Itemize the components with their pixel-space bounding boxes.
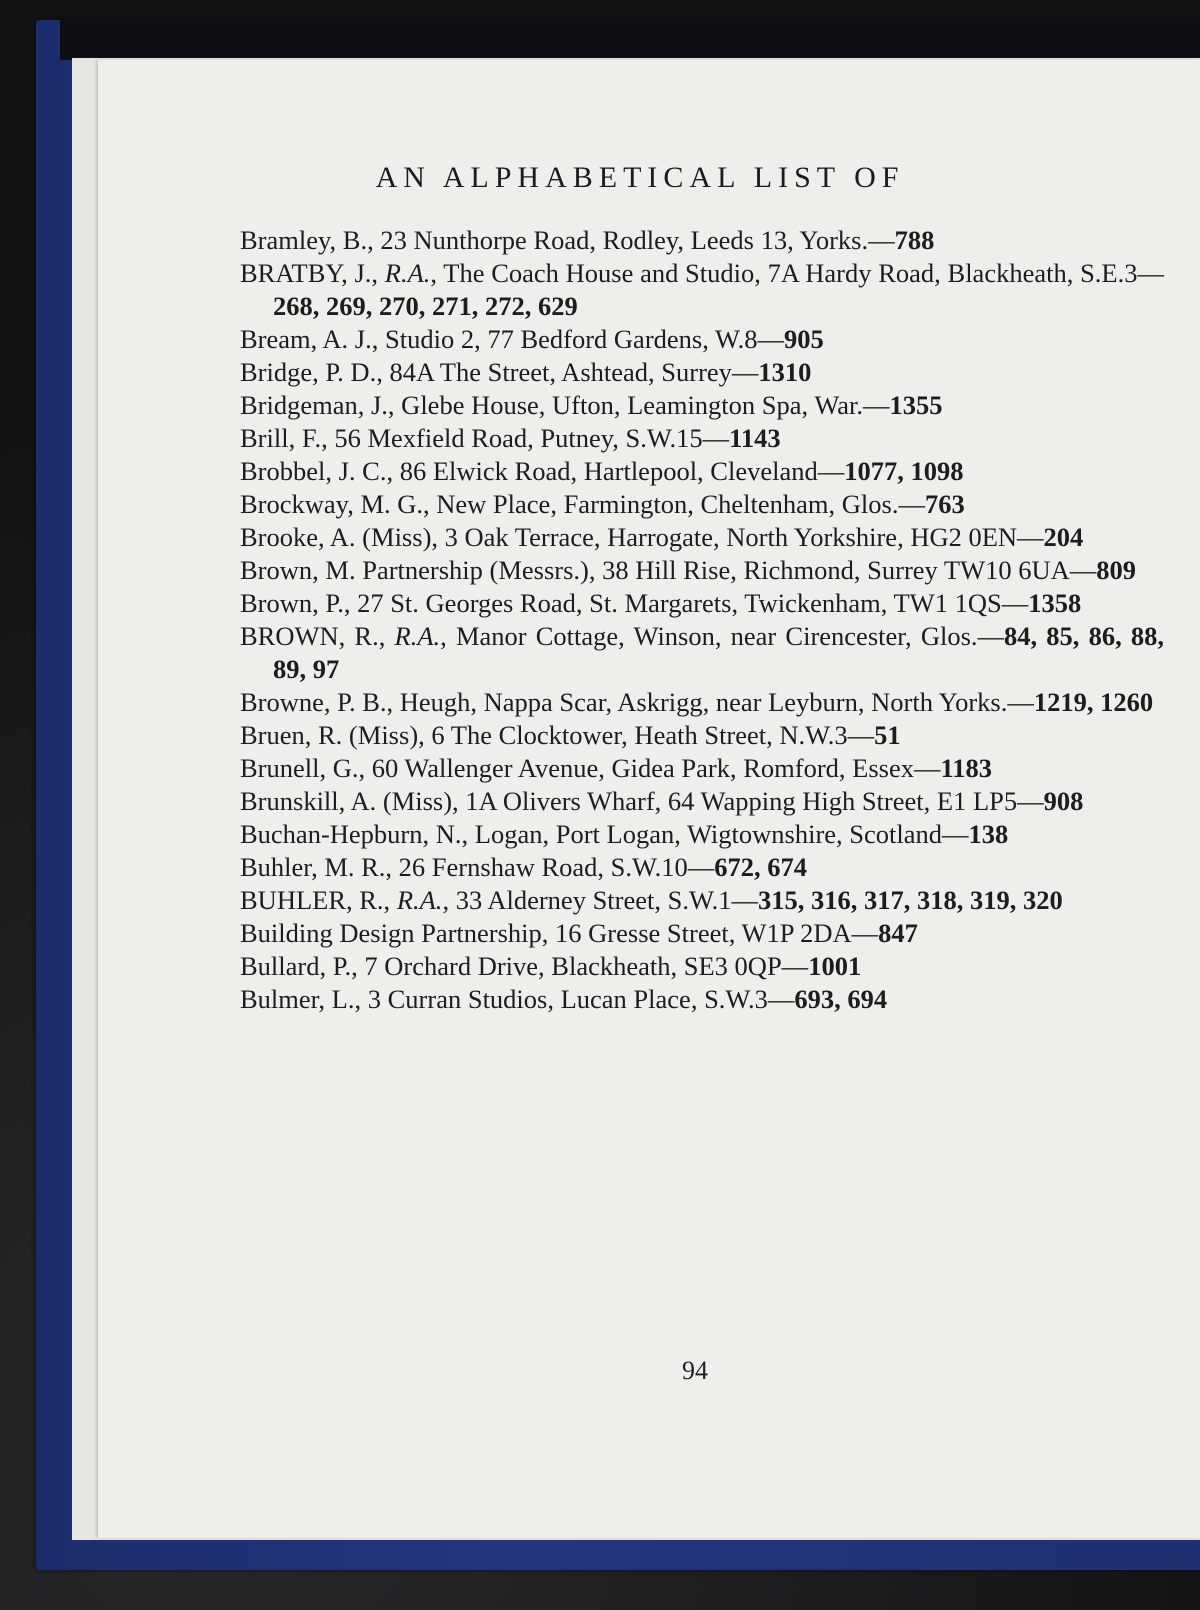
- list-item: Brobbel, J. C., 86 Elwick Road, Hartlepool, Cleveland—1077, 1098: [240, 456, 964, 486]
- list-item: Bream, A. J., Studio 2, 77 Bedford Gardens, W.8—905: [240, 324, 824, 354]
- list-item: Buhler, M. R., 26 Fernshaw Road, S.W.10—672, 674: [240, 852, 807, 882]
- list-item: Brown, M. Partnership (Messrs.), 38 Hill Rise, Richmond, Surrey TW10 6UA—809: [240, 555, 1137, 585]
- list-item: BUHLER, R., R.A., 33 Alderney Street, S.W.1—315, 316, 317, 318, 319, 320: [240, 885, 1063, 915]
- list-item: Building Design Partnership, 16 Gresse Street, W1P 2DA—847: [240, 918, 918, 948]
- list-item: Browne, P. B., Heugh, Nappa Scar, Askrigg, near Leyburn, North Yorks.—1219, 1260: [240, 687, 1154, 717]
- list-item: BRATBY, J., R.A., The Coach House and Studio, 7A Hardy Road, Blackheath, S.E.3—268, 269, 270, 271, 272, 629: [240, 258, 1164, 321]
- list-item: Brockway, M. G., New Place, Farmington, Cheltenham, Glos.—763: [240, 489, 965, 519]
- page-heading: AN ALPHABETICAL LIST OF: [375, 161, 905, 194]
- list-item: Bridgeman, J., Glebe House, Ufton, Leamington Spa, War.—1355: [240, 390, 943, 420]
- list-item: Bruen, R. (Miss), 6 The Clocktower, Heath Street, N.W.3—51: [240, 720, 901, 750]
- entry-list: [240, 224, 1164, 1016]
- list-item: Buchan-Hepburn, N., Logan, Port Logan, Wigtownshire, Scotland—138: [240, 819, 1009, 849]
- list-item: Brooke, A. (Miss), 3 Oak Terrace, Harrogate, North Yorkshire, HG2 0EN—204: [240, 522, 1084, 552]
- list-item: Bullard, P., 7 Orchard Drive, Blackheath, SE3 0QP—1001: [240, 951, 862, 981]
- list-item: Bramley, B., 23 Nunthorpe Road, Rodley, Leeds 13, Yorks.—788: [240, 225, 935, 255]
- list-item: Bridge, P. D., 84A The Street, Ashtead, Surrey—1310: [240, 357, 812, 387]
- cover-shadow: [60, 20, 1200, 60]
- page-number: 94: [682, 1356, 708, 1385]
- list-item: BROWN, R., R.A., Manor Cottage, Winson, near Cirencester, Glos.—84, 85, 86, 88, 89, 97: [240, 621, 1165, 684]
- list-item: Bulmer, L., 3 Curran Studios, Lucan Place, S.W.3—693, 694: [240, 984, 888, 1014]
- list-item: Brunell, G., 60 Wallenger Avenue, Gidea Park, Romford, Essex—1183: [240, 753, 993, 783]
- list-item: Brunskill, A. (Miss), 1A Olivers Wharf, 64 Wapping High Street, E1 LP5—908: [240, 786, 1084, 816]
- list-item: Brown, P., 27 St. Georges Road, St. Margarets, Twickenham, TW1 1QS—1358: [240, 588, 1082, 618]
- list-item: Brill, F., 56 Mexfield Road, Putney, S.W.15—1143: [240, 423, 781, 453]
